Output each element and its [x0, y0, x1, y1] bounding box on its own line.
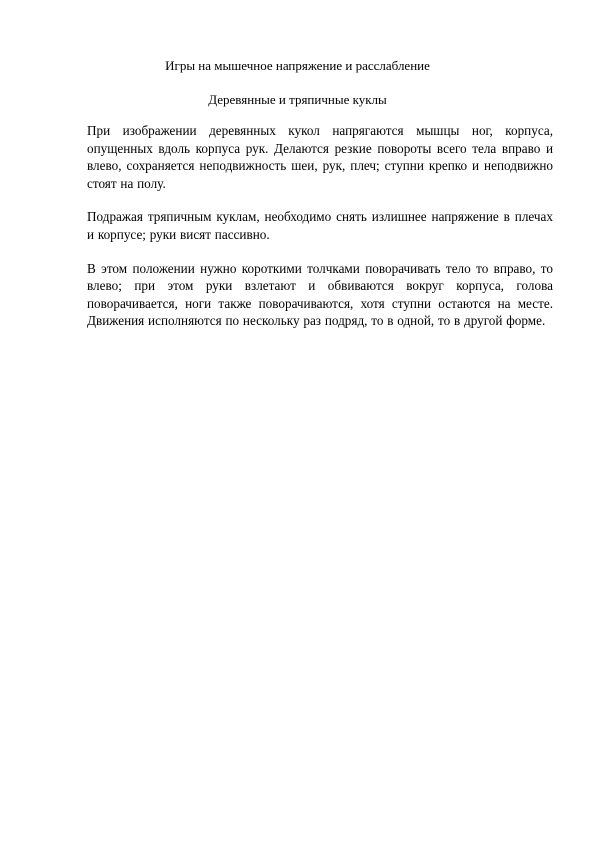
page-title: Игры на мышечное напряжение и расслабление — [165, 58, 430, 73]
section-subtitle: Деревянные и тряпичные куклы — [208, 92, 387, 107]
paragraph-wooden-dolls: При изображении деревянных кукол напрягаются мышцы ног, корпуса, опущенных вдоль корпуса рук. Делаются резкие повороты всего тела вправо и влево, сохраняется неподвижность шеи, рук, плеч; ступни крепко и неподвижно стоят на полу. — [87, 123, 553, 191]
paragraph-rag-dolls: Подражая тряпичным куклам, необходимо снять излишнее напряжение в плечах и корпусе; руки висят пассивно. — [87, 209, 553, 242]
paragraph-movements: В этом положении нужно короткими толчками поворачивать тело то вправо, то влево; при этом руки взлетают и обвиваются вокруг корпуса, голова поворачивается, ноги также поворачиваются, хотя ступни остаются на месте. Движения исполняются по нескольку раз подряд, то в одной, то в другой форме. — [87, 260, 553, 329]
document-body — [87, 122, 553, 346]
